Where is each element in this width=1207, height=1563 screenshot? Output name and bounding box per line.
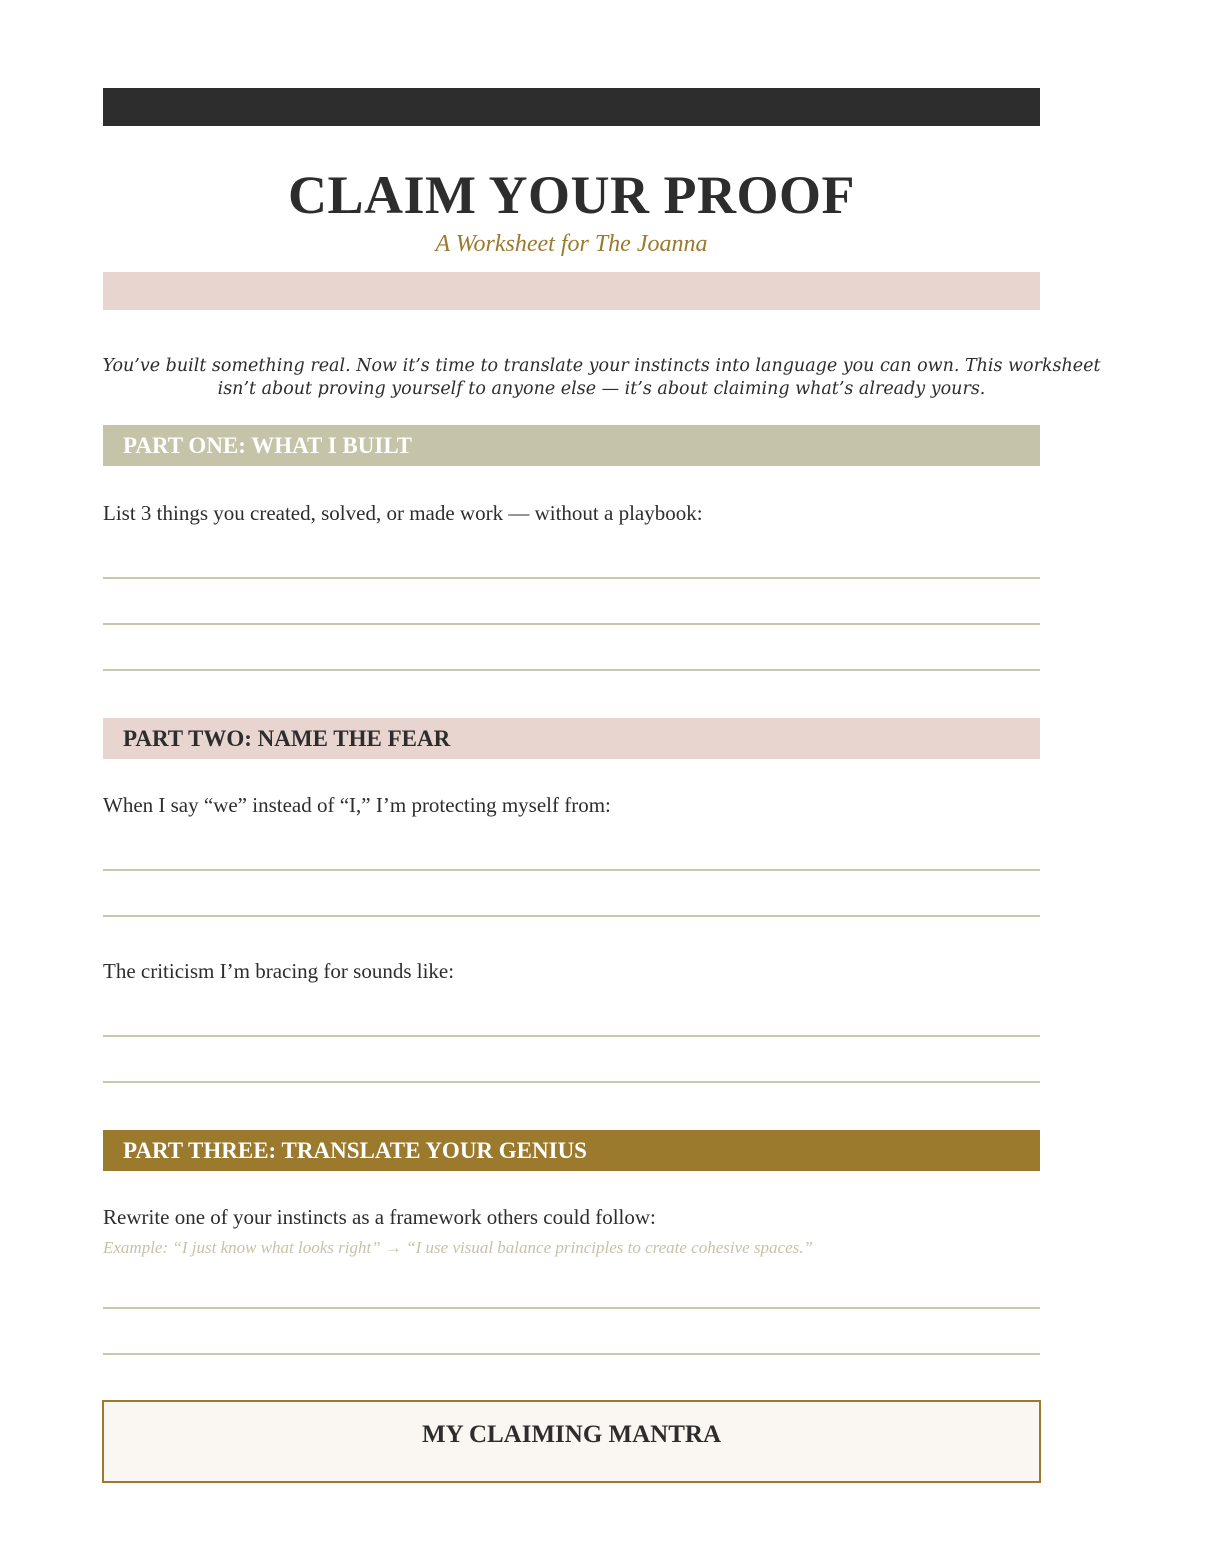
- answer-line[interactable]: [103, 1081, 1040, 1083]
- answer-line[interactable]: [103, 669, 1040, 671]
- answer-line[interactable]: [103, 915, 1040, 917]
- intro-paragraph: You’ve built something real. Now it’s time to translate your instincts into language you can own. This worksheet isn’t about proving yourself to anyone else — it’s about claiming what’s already yours.: [102, 356, 1101, 399]
- top-dark-bar: [103, 88, 1040, 126]
- answer-line[interactable]: [103, 1035, 1040, 1037]
- page-title: CLAIM YOUR PROOF: [288, 165, 855, 225]
- answer-line[interactable]: [103, 623, 1040, 625]
- section-heading-part-one: PART ONE: WHAT I BUILT: [103, 425, 1040, 466]
- decorative-blush-bar: [103, 272, 1040, 310]
- mantra-box[interactable]: [102, 1400, 1041, 1483]
- answer-line[interactable]: [103, 577, 1040, 579]
- prompt-criticism: The criticism I’m bracing for sounds like:: [103, 959, 455, 983]
- section-heading-part-three: PART THREE: TRANSLATE YOUR GENIUS: [103, 1130, 1040, 1171]
- answer-line[interactable]: [103, 1307, 1040, 1309]
- section-heading-part-two: PART TWO: NAME THE FEAR: [103, 718, 1040, 759]
- prompt-protecting-from: When I say “we” instead of “I,” I’m protecting myself from:: [103, 793, 611, 817]
- answer-line[interactable]: [103, 869, 1040, 871]
- prompt-what-i-built: List 3 things you created, solved, or made work — without a playbook:: [103, 501, 703, 525]
- prompt-framework: Rewrite one of your instincts as a framework others could follow:: [103, 1205, 656, 1229]
- mantra-title: MY CLAIMING MANTRA: [421, 1421, 722, 1448]
- page-subtitle: A Worksheet for The Joanna: [435, 231, 708, 257]
- answer-line[interactable]: [103, 1353, 1040, 1355]
- example-text: Example: “I just know what looks right” → “I use visual balance principles to create cohesive spaces.”: [103, 1238, 813, 1257]
